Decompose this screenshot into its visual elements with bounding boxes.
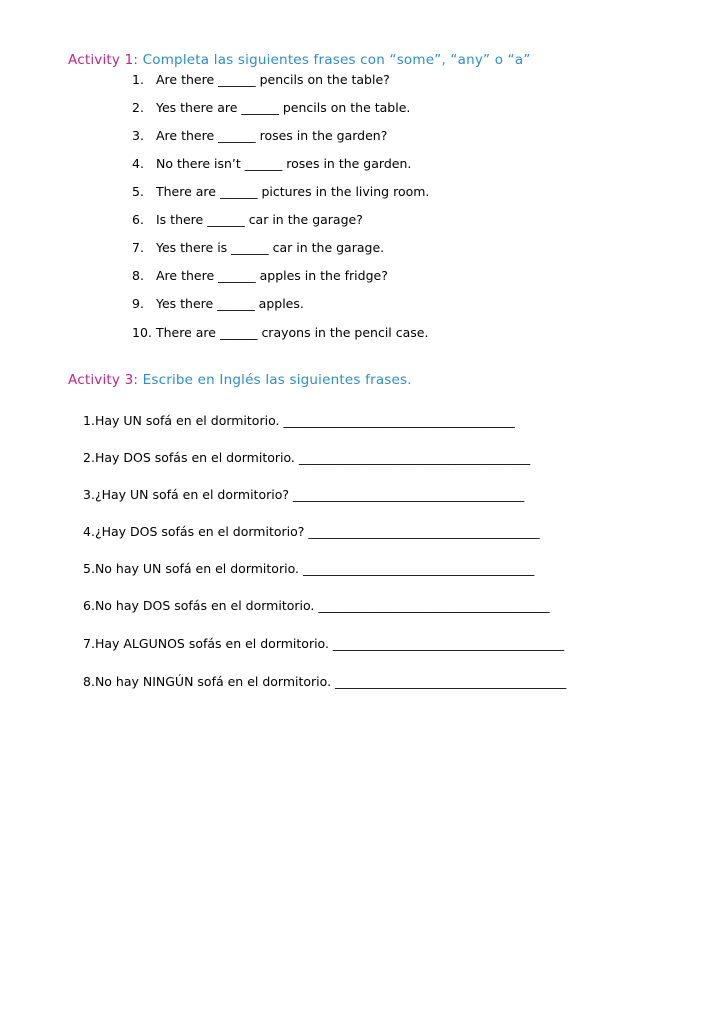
item-number: 1. <box>132 72 144 87</box>
item-number: 7. <box>83 636 95 651</box>
activity-1-item <box>132 156 411 171</box>
item-text: There are ______ crayons in the pencil case. <box>156 325 429 340</box>
item-text: Is there ______ car in the garage? <box>156 212 363 227</box>
activity-1-item <box>132 296 304 311</box>
item-text: There are ______ pictures in the living room. <box>156 184 430 199</box>
activity-3-title <box>68 372 412 388</box>
item-text: No hay DOS sofás en el dormitorio. _____________________________________ <box>94 598 550 613</box>
activity-1-item <box>132 212 363 227</box>
item-text: No there isn’t ______ roses in the garden. <box>156 156 412 171</box>
item-number: 6. <box>132 212 144 227</box>
item-number: 2. <box>83 450 95 465</box>
item-text: Are there ______ pencils on the table? <box>156 72 390 87</box>
item-text: ¿Hay DOS sofás en el dormitorio? _____________________________________ <box>94 524 540 539</box>
item-text: Hay DOS sofás en el dormitorio. _____________________________________ <box>94 450 531 465</box>
item-text: Are there ______ apples in the fridge? <box>156 268 388 283</box>
activity-1-item <box>132 128 387 143</box>
item-number: 7. <box>132 240 144 255</box>
activity-1-item <box>132 100 410 115</box>
item-text: No hay NINGÚN sofá en el dormitorio. _____________________________________ <box>94 674 567 689</box>
activity-1-item <box>132 325 428 340</box>
item-text: Yes there are ______ pencils on the table. <box>156 100 411 115</box>
item-number: 8. <box>132 268 144 283</box>
item-number: 5. <box>83 561 95 576</box>
item-number: 1. <box>83 413 95 428</box>
item-number: 10. <box>132 325 152 340</box>
activity-1-item <box>132 184 429 199</box>
activity-3-label: Activity 3: <box>68 372 139 388</box>
item-text: Yes there ______ apples. <box>156 296 304 311</box>
activity-3-item <box>83 450 530 465</box>
item-number: 2. <box>132 100 144 115</box>
item-text: Yes there is ______ car in the garage. <box>156 240 385 255</box>
item-text: Hay ALGUNOS sofás en el dormitorio. _____________________________________ <box>94 636 565 651</box>
item-number: 3. <box>83 487 95 502</box>
activity-3-item <box>83 524 540 539</box>
item-text: Are there ______ roses in the garden? <box>156 128 388 143</box>
activity-1-item <box>132 72 390 87</box>
activity-3-item <box>83 561 534 576</box>
activity-1-item <box>132 240 384 255</box>
activity-1-title <box>68 52 531 68</box>
item-number: 3. <box>132 128 144 143</box>
item-number: 4. <box>83 524 95 539</box>
item-number: 4. <box>132 156 144 171</box>
item-text: No hay UN sofá en el dormitorio. _____________________________________ <box>94 561 535 576</box>
item-number: 9. <box>132 296 144 311</box>
activity-1-item <box>132 268 388 283</box>
activity-3-item <box>83 413 515 428</box>
item-number: 8. <box>83 674 95 689</box>
activity-3-item <box>83 487 524 502</box>
activity-3-item <box>83 636 564 651</box>
activity-3-instruction: Escribe en Inglés las siguientes frases. <box>142 372 412 388</box>
activity-3-item <box>83 598 550 613</box>
activity-1-instruction: Completa las siguientes frases con “some”, “any” o “a” <box>142 52 531 68</box>
item-number: 6. <box>83 598 95 613</box>
item-text: Hay UN sofá en el dormitorio. _____________________________________ <box>94 413 515 428</box>
item-text: ¿Hay UN sofá en el dormitorio? _____________________________________ <box>94 487 525 502</box>
item-number: 5. <box>132 184 144 199</box>
activity-3-item <box>83 674 566 689</box>
activity-1-label: Activity 1: <box>68 52 139 68</box>
